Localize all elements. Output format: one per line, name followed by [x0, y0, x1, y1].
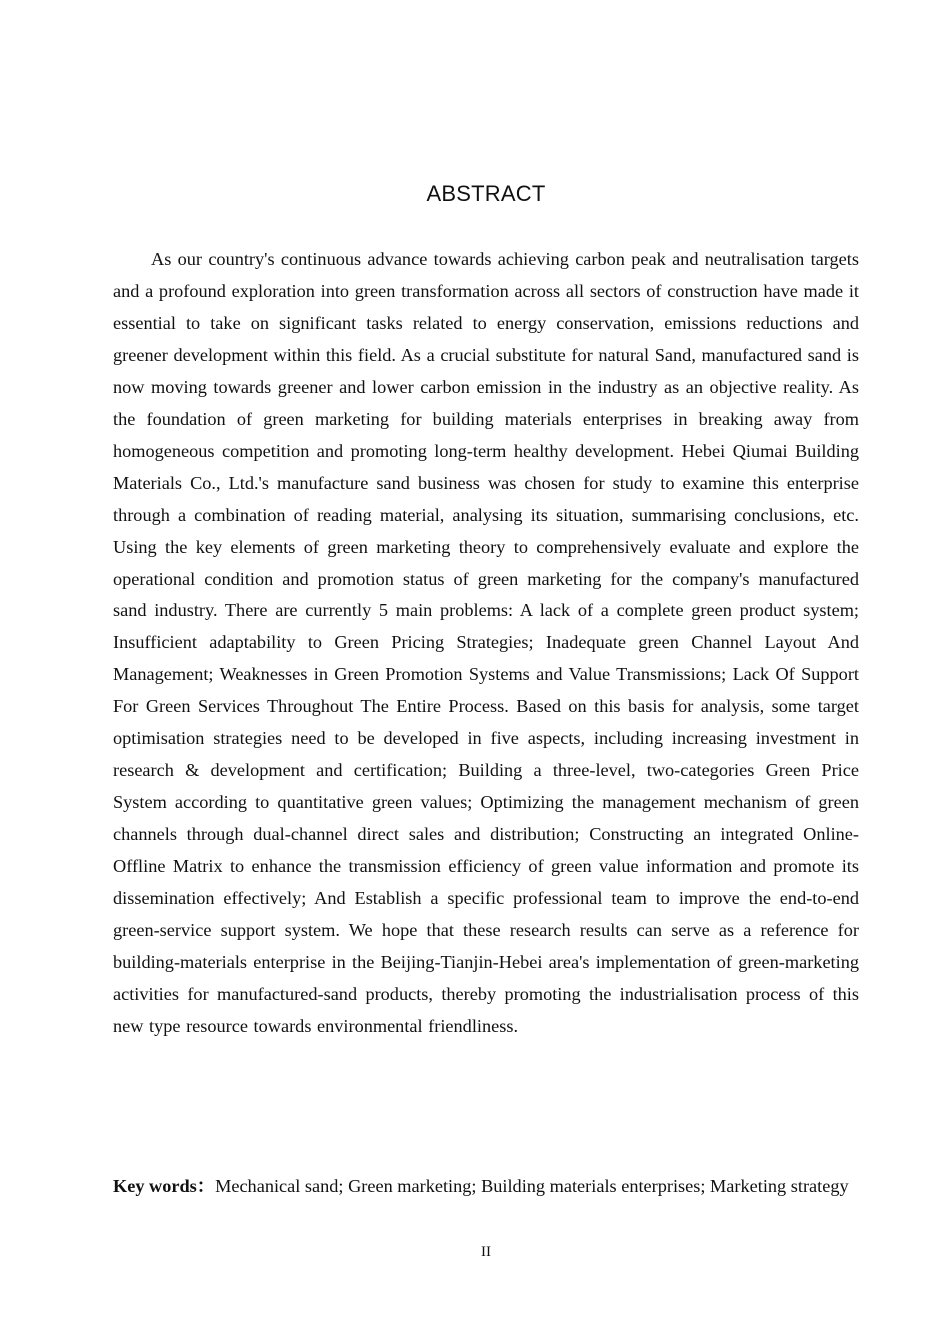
keywords-text: Mechanical sand; Green marketing; Building materials enterprises; Marketing strategy [215, 1176, 849, 1196]
keywords-label: Key words： [113, 1176, 216, 1196]
keywords-section [113, 1170, 859, 1202]
abstract-body: As our country's continuous advance towards achieving carbon peak and neutralisation targets and a profound exploration into green transformation across all sectors of construction have made it essential to take on significant tasks related to energy conservation, emissions reductions and greener development within this field. As a crucial substitute for natural Sand, manufactured sand is now moving towards greener and lower carbon emission in the industry as an objective reality. As the foundation of green marketing for building materials enterprises in breaking away from homogeneous competition and promoting long-term healthy development. Hebei Qiumai Building Materials Co., Ltd.'s manufacture sand business was chosen for study to examine this enterprise through a combination of reading material, analysing its situation, summarising conclusions, etc. Using the key elements of green marketing theory to comprehensively evaluate and explore the operational condition and promotion status of green marketing for the company's manufactured sand industry. There are currently 5 main problems: A lack of a complete green product system; Insufficient adaptability to Green Pricing Strategies; Inadequate green Channel Layout And Management; Weaknesses in Green Promotion Systems and Value Transmissions; Lack Of Support For Green Services Throughout The Entire Process. Based on this basis for analysis, some target optimisation strategies need to be developed in five aspects, including increasing investment in research & development and certification; Building a three-level, two-categories Green Price System according to quantitative green values; Optimizing the management mechanism of green channels through dual-channel direct sales and distribution; Constructing an integrated Online-Offline Matrix to enhance the transmission efficiency of green value information and promote its dissemination effectively; And Establish a specific professional team to improve the end-to-end green-service support system. We hope that these research results can serve as a reference for building-materials enterprise in the Beijing-Tianjin-Hebei area's implementation of green-marketing activities for manufactured-sand products, thereby promoting the industrialisation process of this new type resource towards environmental friendliness. [113, 249, 859, 1036]
page-number: II [481, 1244, 491, 1260]
abstract-title: ABSTRACT [426, 181, 546, 206]
